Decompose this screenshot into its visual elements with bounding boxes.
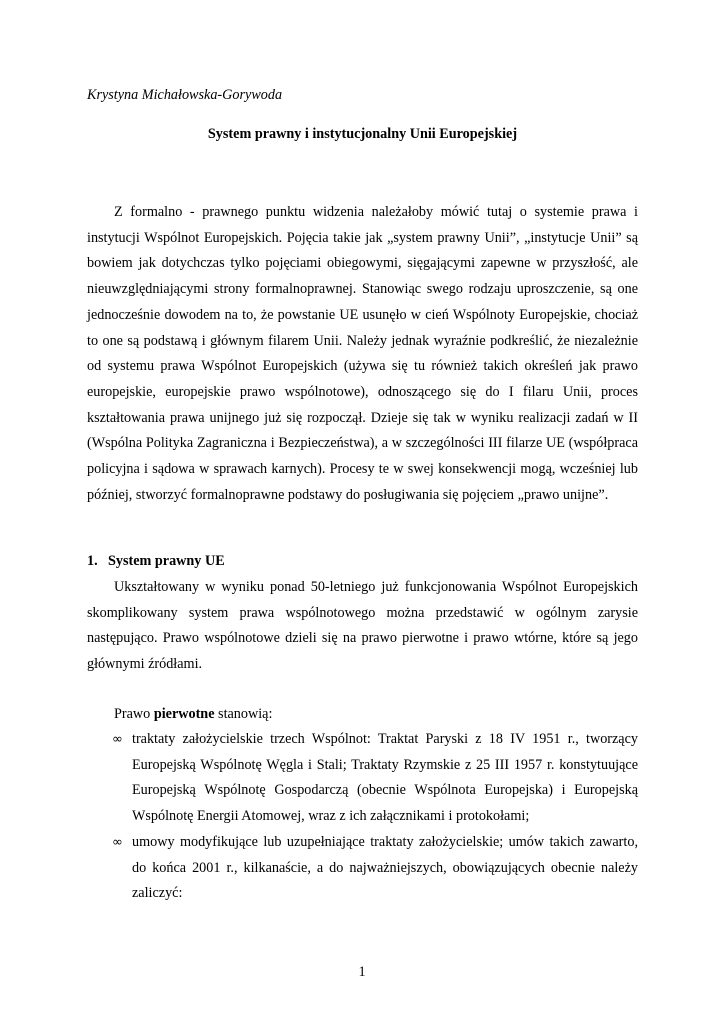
list-item (87, 727, 638, 830)
intro-paragraph: Z formalno - prawnego punktu widzenia należałoby mówić tutaj o systemie prawa i instytucji Wspólnot Europejskich. Pojęcia takie jak „system prawny Unii”, „instytucje Unii” są bowiem jak dotychczas tylko pojęciami obiegowymi, sięgającymi zapewne w przyszłość, ale nieuwzględniającymi strony formalnoprawnej. Stanowiąc swego rodzaju uproszczenie, są one jednocześnie dowodem na to, że powstanie UE usunęło w cień Wspólnoty Europejskie, chociaż to one są podstawą i głównym filarem Unii. Należy jednak wyraźnie podkreślić, że niezależnie od systemu prawa Wspólnot Europejskich (używa się tu również takich określeń jak prawo europejskie, europejskie prawo wspólnotowe), odnoszącego się do I filaru Unii, proces kształtowania prawa unijnego już się rozpoczął. Dzieje się tak w wyniku realizacji zadań w II (Wspólna Polityka Zagraniczna i Bezpieczeństwa), a w szczególności III filarze UE (współpraca policyjna i sądowa w sprawach karnych). Procesy te w swej konsekwencji mogą, wcześniej lub później, stworzyć formalnoprawne podstawy do posługiwania się pojęciem „prawo unijne”. (87, 204, 638, 503)
infinity-bullet-icon: ∞ (112, 834, 123, 850)
lead-bold-term: pierwotne (153, 706, 215, 722)
section-1-heading (87, 553, 225, 570)
list-item-text: traktaty założycielskie trzech Wspólnot: Traktat Paryski z 18 IV 1951 r., tworzący Europejską Wspólnotę Węgla i Stali; Traktaty Rzymskie z 25 III 1957 r. konstytuujące Europejską Wspólnotę Gospodarczą (obecnie Wspólnota Europejska) i Europejską Wspólnotę Energii Atomowej, wraz z ich załącznikami i protokołami; (132, 731, 638, 825)
primary-law-list (87, 727, 638, 907)
list-item-text: umowy modyfikujące lub uzupełniające traktaty założycielskie; umów takich zawarto, do końca 2001 r., kilkanaście, a do najważniejszych, obowiązujących obecnie należy zaliczyć: (132, 833, 638, 902)
lead-prefix: Prawo (114, 706, 154, 722)
lead-suffix: stanowią: (214, 706, 273, 722)
primary-law-lead (114, 706, 272, 723)
document-title: System prawny i instytucjonalny Unii Europejskiej (207, 126, 518, 142)
intro-section (87, 200, 638, 508)
infinity-bullet-icon: ∞ (112, 732, 123, 747)
section-1-title: System prawny UE (108, 553, 225, 569)
section-1-number: 1. (87, 553, 98, 569)
page-number: 1 (358, 964, 366, 980)
section-1-paragraph: Ukształtowany w wyniku ponad 50-letniego już funkcjonowania Wspólnot Europejskich skomplikowany system prawa wspólnotowego można przedstawić w ogólnym zarysie następująco. Prawo wspólnotowe dzieli się na prawo pierwotne i prawo wtórne, które są jego głównymi źródłami. (87, 579, 638, 673)
section-1-body (87, 575, 638, 678)
list-item (87, 830, 638, 907)
author-name: Krystyna Michałowska-Gorywoda (87, 87, 283, 103)
